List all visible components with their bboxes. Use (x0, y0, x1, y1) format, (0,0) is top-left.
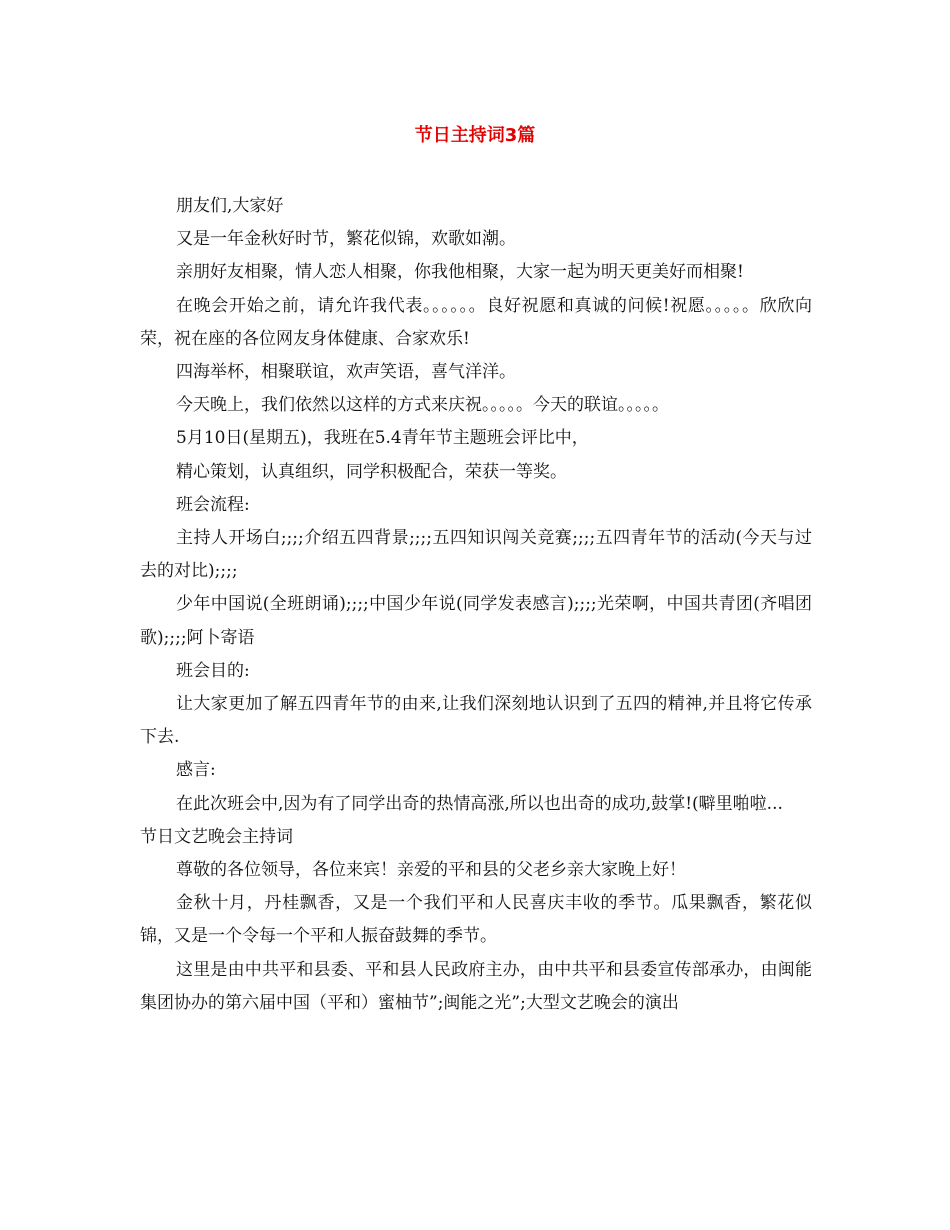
paragraph: 5月10日(星期五)，我班在5.4青年节主题班会评比中， (176, 428, 589, 449)
paragraph: 这里是由中共平和县委、平和县人民政府主办，由中共平和县委宣传部承办，由闽能集团协办的第六届中国（平和）蜜柚节”;闽能之光”;大型文艺晚会的演出 (140, 959, 812, 1013)
paragraph: 少年中国说(全班朗诵);;;;中国少年说(同学发表感言);;;;光荣啊，中国共青团(齐唱团歌);;;;阿卜寄语 (140, 594, 812, 648)
document-body (140, 190, 812, 1020)
paragraph: 今天晚上，我们依然以这样的方式来庆祝。。。。。今天的联谊。。。。。 (176, 395, 669, 416)
paragraph: 尊敬的各位领导，各位来宾！亲爱的平和县的父老乡亲大家晚上好！ (176, 860, 686, 881)
paragraph: 四海举杯，相聚联谊，欢声笑语，喜气洋洋。 (176, 362, 516, 383)
section-heading-process: 班会流程: (176, 494, 250, 515)
paragraph-greeting: 朋友们,大家好 (176, 196, 284, 216)
paragraph: 精心策划，认真组织，同学积极配合，荣获一等奖。 (176, 461, 567, 482)
document-title: 节日主持词3篇 (414, 125, 536, 146)
paragraph: 主持人开场白;;;;介绍五四背景;;;;五四知识闯关竞赛;;;;五四青年节的活动(今天与过去的对比);;;; (140, 528, 812, 582)
paragraph: 亲朋好友相聚，情人恋人相聚，你我他相聚，大家一起为明天更美好而相聚! (176, 262, 744, 283)
paragraph: 在晚会开始之前，请允许我代表。。。。。。良好祝愿和真诚的问候!祝愿。。。。。欣欣向荣，祝在座的各位网友身体健康、合家欢乐! (140, 295, 812, 349)
section-heading-gala: 节日文艺晚会主持词 (140, 826, 293, 847)
section-heading-purpose: 班会目的: (176, 660, 250, 681)
paragraph: 又是一年金秋好时节，繁花似锦，欢歌如潮。 (176, 229, 516, 250)
paragraph: 让大家更加了解五四青年节的由来,让我们深刻地认识到了五四的精神,并且将它传承下去. (140, 694, 812, 748)
section-heading-remarks: 感言: (176, 760, 216, 781)
paragraph: 金秋十月，丹桂飘香，又是一个我们平和人民喜庆丰收的季节。瓜果飘香，繁花似锦，又是一个令每一个平和人振奋鼓舞的季节。 (140, 893, 812, 947)
paragraph: 在此次班会中,因为有了同学出奇的热情高涨,所以也出奇的成功,鼓掌!(噼里啪啦... (176, 793, 783, 814)
